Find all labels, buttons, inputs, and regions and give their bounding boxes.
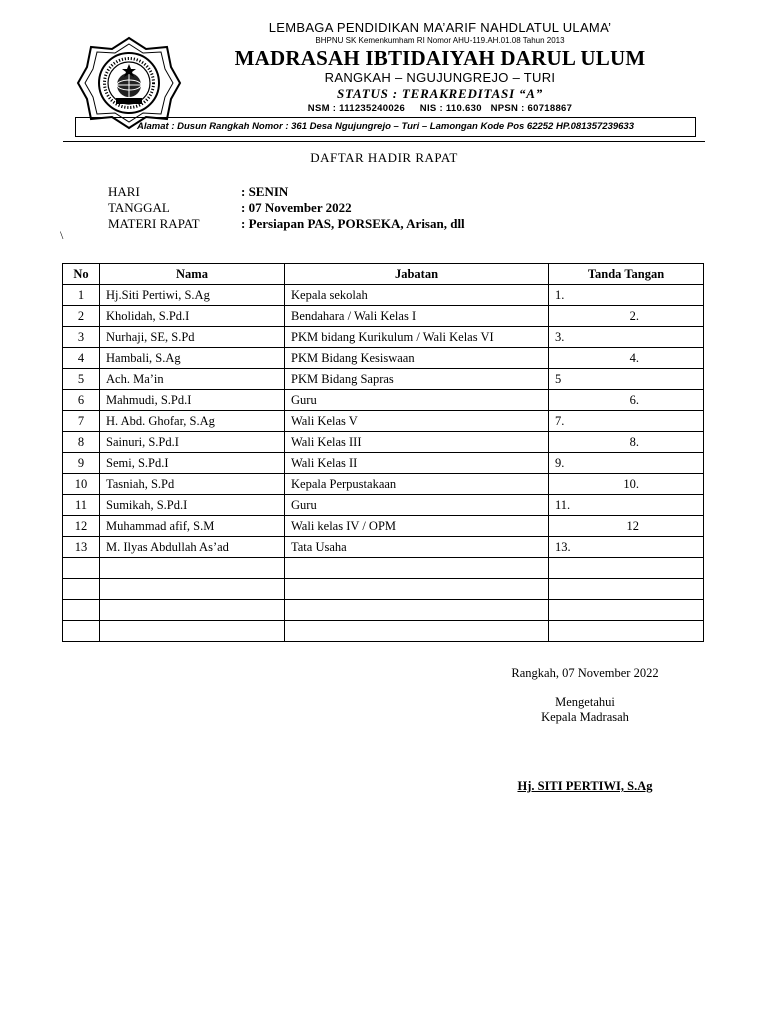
table-row: [63, 537, 704, 558]
day-label: HARI: [108, 184, 140, 199]
row-name: Ach. Ma’in: [100, 369, 285, 390]
row-number: 13: [63, 537, 100, 558]
row-signature: [549, 600, 704, 621]
row-signature: 5: [549, 369, 704, 390]
row-signature: 10.: [549, 474, 704, 495]
row-name: Sainuri, S.Pd.I: [100, 432, 285, 453]
attendance-table: [62, 263, 704, 642]
row-signature: 11.: [549, 495, 704, 516]
row-signature: 1.: [549, 285, 704, 306]
row-name: Hambali, S.Ag: [100, 348, 285, 369]
row-position: [285, 621, 549, 642]
place-date: Rangkah, 07 November 2022: [511, 666, 659, 680]
row-number: 10: [63, 474, 100, 495]
date-label: TANGGAL: [108, 200, 170, 215]
header-jabatan: Jabatan: [285, 264, 549, 285]
row-signature: 3.: [549, 327, 704, 348]
row-number: 1: [63, 285, 100, 306]
row-number: 3: [63, 327, 100, 348]
row-position: Guru: [285, 390, 549, 411]
signature-block: [490, 666, 680, 794]
row-position: Wali kelas IV / OPM: [285, 516, 549, 537]
row-number: 8: [63, 432, 100, 453]
row-name: Nurhaji, SE, S.Pd: [100, 327, 285, 348]
row-signature: 4.: [549, 348, 704, 369]
table-row: [63, 369, 704, 390]
row-signature: 12: [549, 516, 704, 537]
row-position: PKM bidang Kurikulum / Wali Kelas VI: [285, 327, 549, 348]
row-position: Kepala sekolah: [285, 285, 549, 306]
row-number: 2: [63, 306, 100, 327]
row-name: Tasniah, S.Pd: [100, 474, 285, 495]
row-name: M. Ilyas Abdullah As’ad: [100, 537, 285, 558]
header-divider: [63, 141, 705, 142]
table-row: [63, 348, 704, 369]
header-no: No: [63, 264, 100, 285]
row-position: Wali Kelas II: [285, 453, 549, 474]
table-header-row: [63, 264, 704, 285]
acknowledgement: Mengetahui: [555, 695, 615, 709]
table-row: [63, 558, 704, 579]
table-row: [63, 495, 704, 516]
row-number: [63, 579, 100, 600]
row-number: 7: [63, 411, 100, 432]
letterhead: [190, 20, 690, 116]
table-row: [63, 621, 704, 642]
row-position: PKM Bidang Kesiswaan: [285, 348, 549, 369]
row-position: Wali Kelas III: [285, 432, 549, 453]
row-name: [100, 558, 285, 579]
row-signature: [549, 558, 704, 579]
row-signature: 7.: [549, 411, 704, 432]
address-box: Alamat : Dusun Rangkah Nomor : 361 Desa Ngujungrejo – Turi – Lamongan Kode Pos 62252 HP.081357239633: [75, 117, 696, 137]
table-row: [63, 390, 704, 411]
row-number: 9: [63, 453, 100, 474]
row-name: Muhammad afif, S.M: [100, 516, 285, 537]
row-number: [63, 621, 100, 642]
table-row: [63, 516, 704, 537]
table-row: [63, 306, 704, 327]
table-row: [63, 327, 704, 348]
row-number: [63, 600, 100, 621]
row-signature: 6.: [549, 390, 704, 411]
school-name: MADRASAH IBTIDAIYAH DARUL ULUM: [234, 46, 646, 70]
row-name: [100, 600, 285, 621]
row-position: Wali Kelas V: [285, 411, 549, 432]
row-name: Semi, S.Pd.I: [100, 453, 285, 474]
table-row: [63, 600, 704, 621]
table-row: [63, 579, 704, 600]
row-position: PKM Bidang Sapras: [285, 369, 549, 390]
row-number: 11: [63, 495, 100, 516]
table-row: [63, 432, 704, 453]
signer-role: Kepala Madrasah: [541, 710, 629, 724]
topic-label: MATERI RAPAT: [108, 216, 200, 231]
row-signature: [549, 579, 704, 600]
day-value: : SENIN: [241, 184, 289, 199]
table-row: [63, 285, 704, 306]
row-position: [285, 600, 549, 621]
row-number: 12: [63, 516, 100, 537]
signer-name: Hj. SITI PERTIWI, S.Ag: [517, 779, 653, 793]
row-position: Tata Usaha: [285, 537, 549, 558]
row-number: 4: [63, 348, 100, 369]
row-name: Hj.Siti Pertiwi, S.Ag: [100, 285, 285, 306]
row-name: [100, 579, 285, 600]
row-signature: 2.: [549, 306, 704, 327]
row-position: Guru: [285, 495, 549, 516]
header-nama: Nama: [100, 264, 285, 285]
document-title: DAFTAR HADIR RAPAT: [310, 150, 458, 165]
row-name: H. Abd. Ghofar, S.Ag: [100, 411, 285, 432]
row-number: 6: [63, 390, 100, 411]
date-value: : 07 November 2022: [241, 200, 352, 215]
row-number: 5: [63, 369, 100, 390]
legal-reference: BHPNU SK Kemenkumham RI Nomor AHU-119.AH.01.08 Tahun 2013: [315, 36, 565, 45]
row-position: Bendahara / Wali Kelas I: [285, 306, 549, 327]
row-name: [100, 621, 285, 642]
table-row: [63, 474, 704, 495]
row-number: [63, 558, 100, 579]
table-row: [63, 453, 704, 474]
stray-mark: \: [60, 228, 64, 242]
row-signature: 13.: [549, 537, 704, 558]
row-signature: 8.: [549, 432, 704, 453]
accreditation-status: STATUS : TERAKREDITASI “A”: [336, 86, 544, 101]
row-name: Kholidah, S.Pd.I: [100, 306, 285, 327]
institution-name: LEMBAGA PENDIDIKAN MA’ARIF NAHDLATUL ULAMA’: [268, 20, 612, 35]
row-signature: 9.: [549, 453, 704, 474]
school-locality: RANGKAH – NGUJUNGREJO – TURI: [324, 70, 556, 85]
attendance-rows: [63, 285, 704, 642]
topic-value: : Persiapan PAS, PORSEKA, Arisan, dll: [241, 216, 465, 231]
header-tanda-tangan: Tanda Tangan: [549, 264, 704, 285]
row-name: Mahmudi, S.Pd.I: [100, 390, 285, 411]
row-position: Kepala Perpustakaan: [285, 474, 549, 495]
row-position: [285, 579, 549, 600]
table-row: [63, 411, 704, 432]
school-ids: NSM : 111235240026 NIS : 110.630 NPSN : 60718867: [307, 103, 573, 114]
row-position: [285, 558, 549, 579]
row-signature: [549, 621, 704, 642]
row-name: Sumikah, S.Pd.I: [100, 495, 285, 516]
